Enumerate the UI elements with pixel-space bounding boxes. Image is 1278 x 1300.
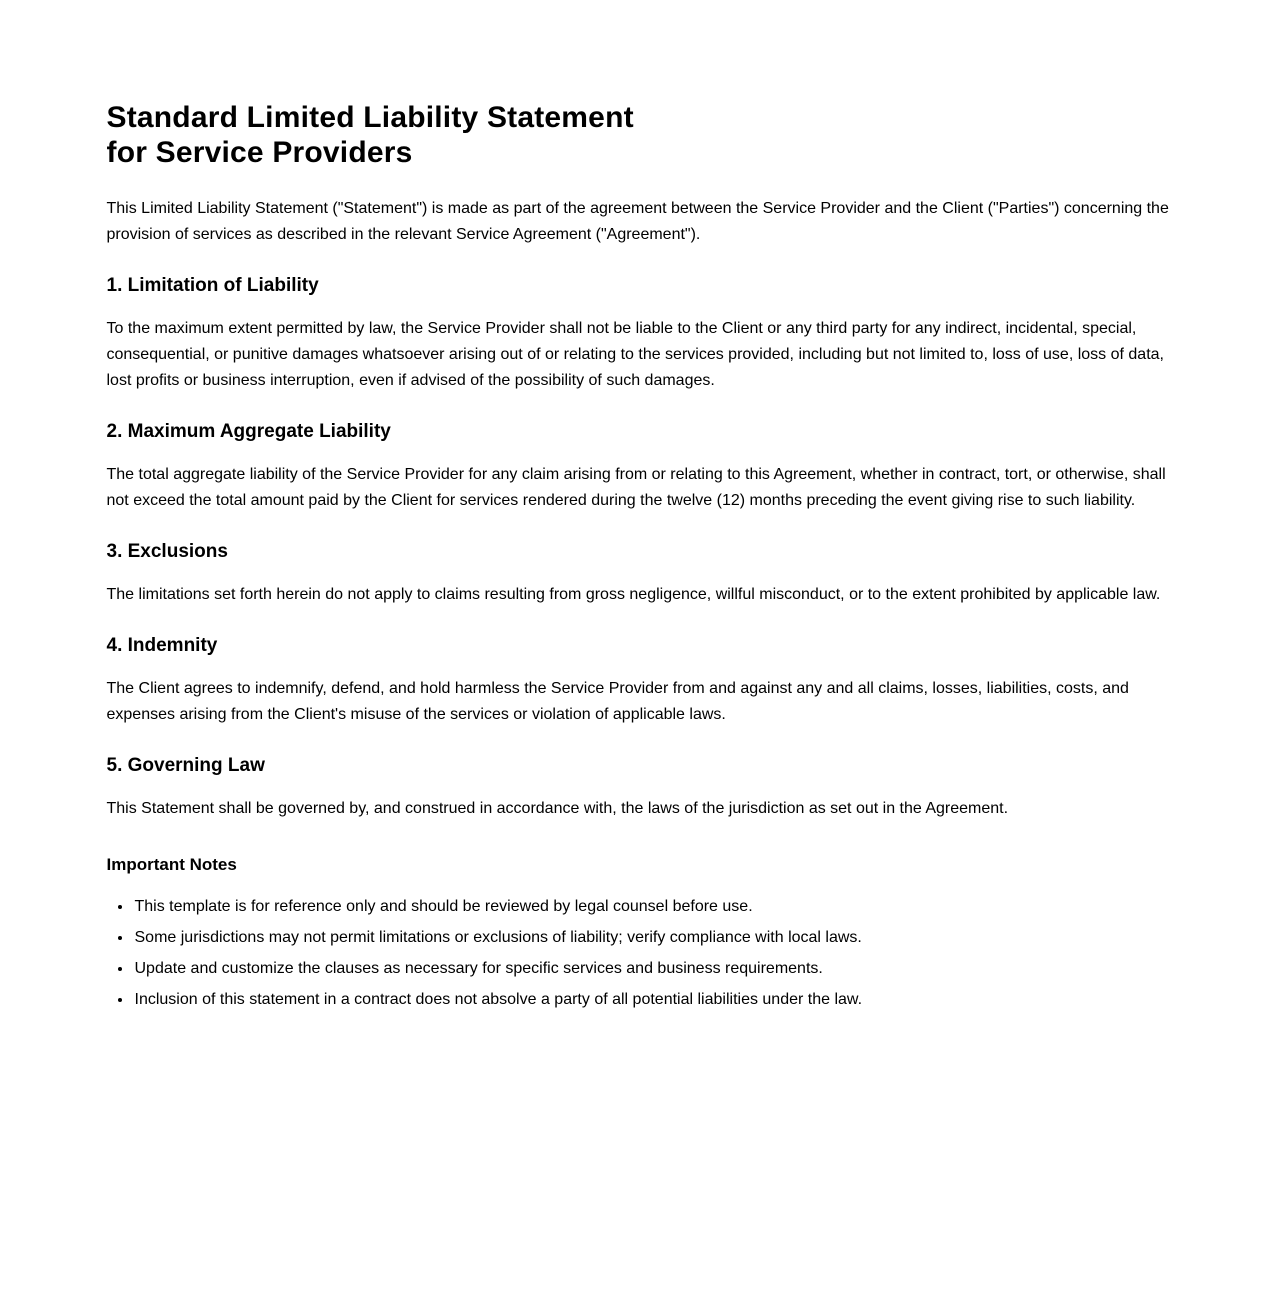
section-exclusions: [107, 538, 1172, 608]
section-limitation-of-liability: [107, 272, 1172, 394]
document-page: [107, 0, 1172, 1089]
section-governing-law: [107, 752, 1172, 822]
notes-list: [107, 894, 1172, 1013]
section-heading: 4. Indemnity: [106, 635, 218, 656]
notes-list-item: • Update and customize the clauses as necessary for specific services and business requirements.: [133, 956, 1172, 982]
section-body: To the maximum extent permitted by law, the Service Provider shall not be liable to the Client or any third party for any indirect, incidental, special, consequential, or punitive damages whatsoever arising out of or relating to the services provided, including but not limited to, loss of use, loss of data, lost profits or business interruption, even if advised of the possibility of such damages.: [106, 320, 1164, 389]
page-title-line2: for Service Providers: [106, 136, 413, 169]
section-body: The limitations set forth herein do not apply to claims resulting from gross negligence, willful misconduct, or to the extent prohibited by applicable law.: [106, 586, 1161, 603]
section-body: The Client agrees to indemnify, defend, and hold harmless the Service Provider from and against any and all claims, losses, liabilities, costs, and expenses arising from the Client's misuse of the services or violation of applicable laws.: [106, 680, 1129, 723]
notes-list-item: • Inclusion of this statement in a contract does not absolve a party of all potential liabilities under the law.: [133, 987, 1172, 1013]
section-heading: 5. Governing Law: [106, 755, 265, 776]
section-indemnity: [107, 632, 1172, 728]
section-body: The total aggregate liability of the Service Provider for any claim arising from or relating to this Agreement, whether in contract, tort, or otherwise, shall not exceed the total amount paid by the Client for services rendered during the twelve (12) months preceding the event giving rise to such liability.: [106, 466, 1166, 509]
notes-list-item: • This template is for reference only and should be reviewed by legal counsel before use.: [133, 894, 1172, 920]
notes-list-item: • Some jurisdictions may not permit limitations or exclusions of liability; verify compliance with local laws.: [133, 925, 1172, 951]
section-heading: 3. Exclusions: [106, 541, 228, 562]
section-maximum-aggregate-liability: [107, 418, 1172, 514]
section-heading: 1. Limitation of Liability: [106, 275, 319, 296]
page-title-line1: Standard Limited Liability Statement: [106, 101, 634, 134]
intro-paragraph: This Limited Liability Statement ("Statement") is made as part of the agreement between the Service Provider and the Client ("Parties") concerning the provision of services as described in the relevant Service Agreement ("Agreement").: [106, 200, 1169, 243]
section-heading: 2. Maximum Aggregate Liability: [106, 421, 391, 442]
notes-heading: Important Notes: [106, 855, 237, 874]
section-important-notes: [107, 852, 1172, 1013]
page-title: [107, 100, 1172, 170]
section-body: This Statement shall be governed by, and construed in accordance with, the laws of the jurisdiction as set out in the Agreement.: [106, 800, 1009, 817]
